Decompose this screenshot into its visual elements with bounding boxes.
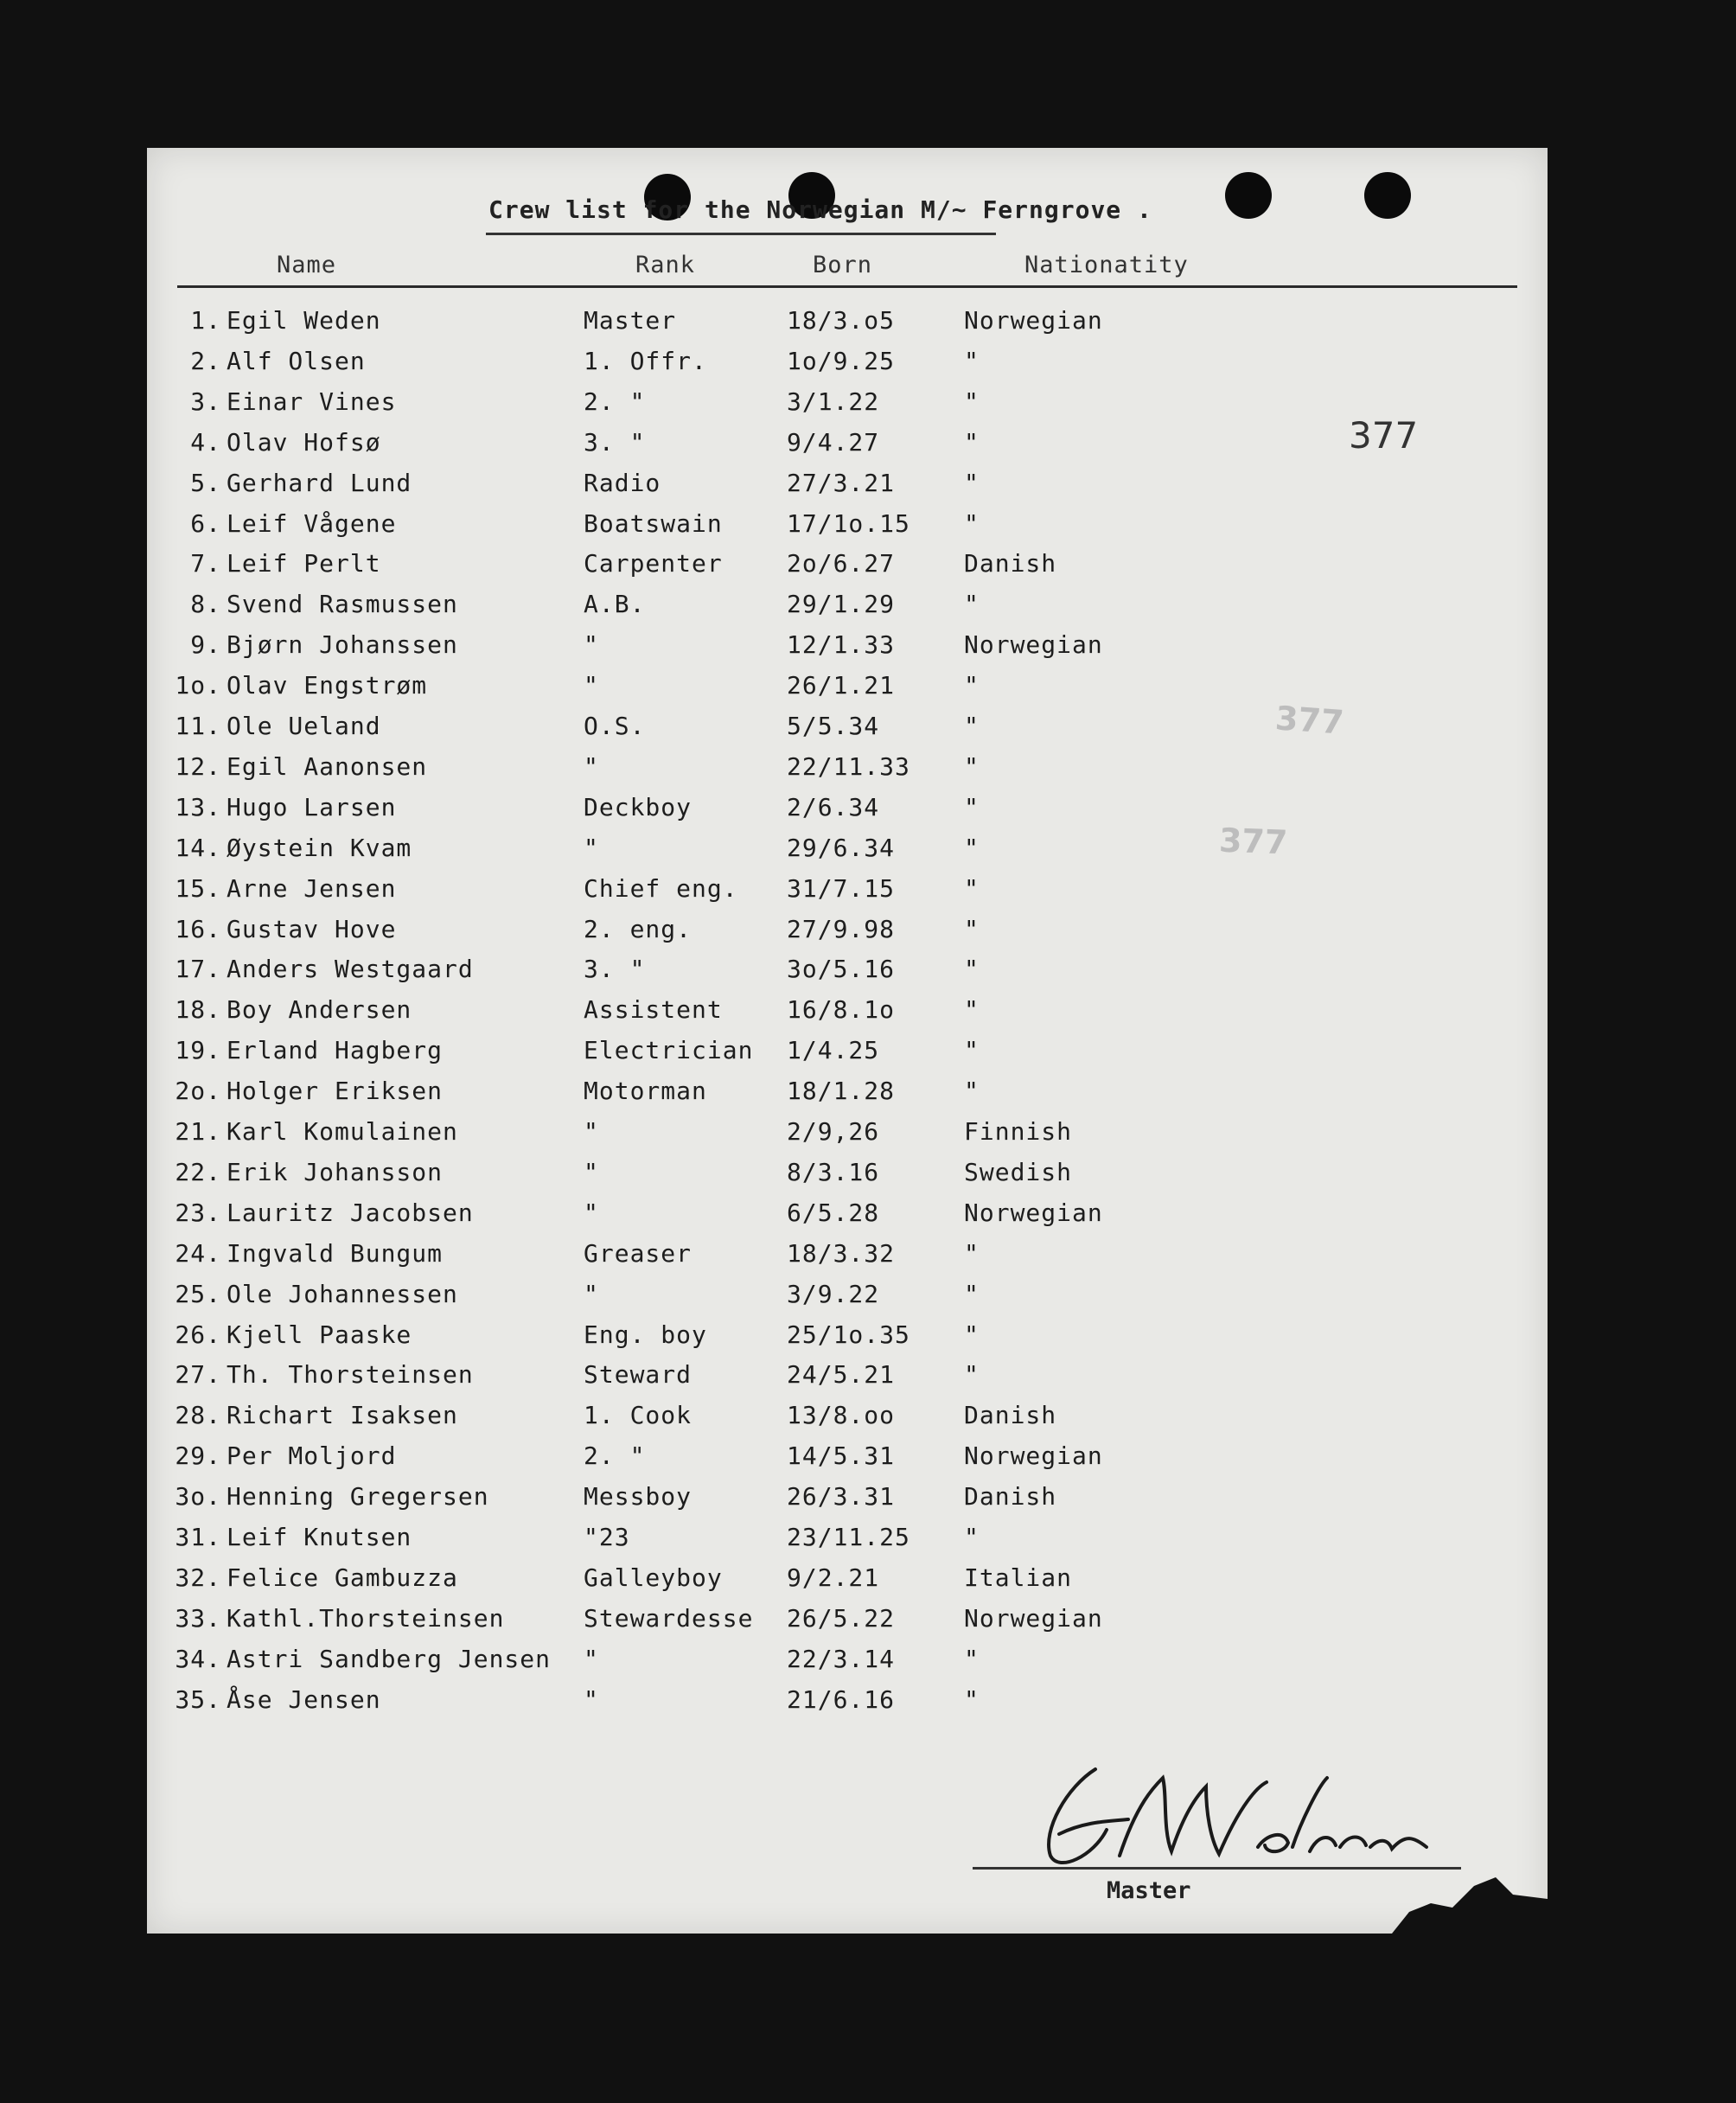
crew-number: 32.: [175, 1563, 221, 1592]
crew-born: 21/6.16: [787, 1684, 896, 1714]
crew-number: 34.: [175, 1644, 221, 1673]
crew-name: Egil Weden: [227, 306, 381, 335]
crew-nationality: ": [964, 590, 980, 619]
crew-rank: 1. Cook: [584, 1401, 692, 1430]
crew-rank: Stewardesse: [584, 1603, 754, 1633]
crew-nationality: Swedish: [964, 1157, 1073, 1186]
crew-name: Kathl.Thorsteinsen: [227, 1603, 505, 1633]
crew-number: 31.: [175, 1523, 221, 1551]
crew-nationality: Finnish: [964, 1117, 1073, 1146]
crew-number: 21.: [175, 1117, 221, 1146]
crew-name: Richart Isaksen: [227, 1401, 458, 1430]
crew-rank: Deckboy: [584, 792, 692, 821]
crew-name: Åse Jensen: [227, 1684, 381, 1714]
crew-nationality: ": [964, 346, 980, 375]
crew-born: 13/8.oo: [787, 1401, 896, 1430]
crew-rank: A.B.: [584, 590, 646, 619]
crew-number: 2.: [190, 346, 221, 375]
crew-born: 2o/6.27: [787, 549, 896, 578]
crew-born: 1o/9.25: [787, 346, 896, 375]
crew-rank: ": [584, 671, 599, 700]
crew-number: 16.: [175, 914, 221, 943]
crew-name: Astri Sandberg Jensen: [227, 1644, 552, 1673]
crew-number: 7.: [190, 549, 221, 578]
crew-born: 3/1.22: [787, 387, 880, 416]
crew-nationality: ": [964, 427, 980, 457]
crew-rank: Chief eng.: [584, 873, 738, 903]
crew-number: 26.: [175, 1320, 221, 1349]
crew-name: Arne Jensen: [227, 873, 397, 903]
crew-born: 26/3.31: [787, 1482, 896, 1512]
crew-nationality: ": [964, 1279, 980, 1308]
crew-rank: Messboy: [584, 1482, 692, 1512]
crew-number: 12.: [175, 751, 221, 781]
column-header-rank: Rank: [635, 252, 696, 278]
crew-born: 16/8.1o: [787, 995, 896, 1025]
crew-name: Øystein Kvam: [227, 833, 412, 862]
crew-nationality: Norwegian: [964, 630, 1103, 660]
crew-number: 3o.: [175, 1482, 221, 1512]
crew-name: Leif Vågene: [227, 508, 397, 538]
crew-rank: Boatswain: [584, 508, 723, 538]
crew-number: 24.: [175, 1238, 221, 1268]
crew-name: Felice Gambuzza: [227, 1563, 458, 1592]
column-header-nationality: Nationatity: [1024, 252, 1189, 278]
crew-number: 6.: [190, 508, 221, 538]
crew-name: Einar Vines: [227, 387, 397, 416]
crew-number: 17.: [175, 955, 221, 984]
crew-number: 11.: [175, 712, 221, 740]
crew-nationality: ": [964, 712, 980, 740]
crew-number: 19.: [175, 1036, 221, 1065]
crew-rank: ": [584, 630, 599, 660]
crew-born: 8/3.16: [787, 1157, 880, 1186]
crew-born: 18/3.32: [787, 1238, 896, 1268]
crew-born: 23/11.25: [787, 1523, 910, 1551]
crew-born: 6/5.28: [787, 1198, 880, 1227]
crew-rank: Motorman: [584, 1077, 707, 1106]
crew-born: 29/6.34: [787, 833, 896, 862]
crew-born: 31/7.15: [787, 873, 896, 903]
crew-name: Leif Perlt: [227, 549, 381, 578]
crew-nationality: ": [964, 751, 980, 781]
crew-name: Egil Aanonsen: [227, 751, 428, 781]
crew-rank: Radio: [584, 468, 661, 497]
crew-name: Gustav Hove: [227, 914, 397, 943]
punch-hole: [1225, 172, 1272, 219]
crew-born: 5/5.34: [787, 712, 880, 740]
crew-name: Boy Andersen: [227, 995, 412, 1025]
crew-born: 18/3.o5: [787, 306, 896, 335]
crew-name: Erland Hagberg: [227, 1036, 444, 1065]
crew-rank: 2. ": [584, 1441, 646, 1471]
crew-rank: 1. Offr.: [584, 346, 707, 375]
crew-name: Th. Thorsteinsen: [227, 1360, 474, 1390]
crew-born: 18/1.28: [787, 1077, 896, 1106]
crew-rank: 3. ": [584, 955, 646, 984]
crew-number: 28.: [175, 1401, 221, 1430]
column-header-born: Born: [813, 252, 873, 278]
crew-number: 1.: [190, 306, 221, 335]
crew-nationality: ": [964, 1320, 980, 1349]
crew-rank: Eng. boy: [584, 1320, 707, 1349]
crew-nationality: ": [964, 833, 980, 862]
crew-nationality: ": [964, 1523, 980, 1551]
crew-born: 22/11.33: [787, 751, 910, 781]
crew-nationality: Norwegian: [964, 1603, 1103, 1633]
crew-nationality: Italian: [964, 1563, 1073, 1592]
crew-number: 2o.: [175, 1077, 221, 1106]
crew-number: 35.: [175, 1684, 221, 1714]
crew-name: Svend Rasmussen: [227, 590, 458, 619]
crew-born: 29/1.29: [787, 590, 896, 619]
crew-nationality: ": [964, 1077, 980, 1106]
crew-nationality: ": [964, 1238, 980, 1268]
crew-nationality: Danish: [964, 1401, 1057, 1430]
crew-number: 4.: [190, 427, 221, 457]
crew-number: 22.: [175, 1157, 221, 1186]
crew-number: 18.: [175, 995, 221, 1025]
crew-name: Olav Hofsø: [227, 427, 381, 457]
crew-rank: Steward: [584, 1360, 692, 1390]
crew-number: 23.: [175, 1198, 221, 1227]
crew-born: 25/1o.35: [787, 1320, 910, 1349]
crew-name: Olav Engstrøm: [227, 671, 428, 700]
crew-name: Bjørn Johanssen: [227, 630, 458, 660]
crew-rank: O.S.: [584, 712, 646, 740]
crew-number: 1o.: [175, 671, 221, 700]
crew-rank: ": [584, 1644, 599, 1673]
crew-rank: ": [584, 1198, 599, 1227]
crew-rank: Galleyboy: [584, 1563, 723, 1592]
crew-rank: Electrician: [584, 1036, 754, 1065]
crew-name: Anders Westgaard: [227, 955, 474, 984]
crew-nationality: ": [964, 955, 980, 984]
crew-nationality: ": [964, 508, 980, 538]
crew-born: 2/6.34: [787, 792, 880, 821]
crew-rank: Master: [584, 306, 677, 335]
crew-rank: ": [584, 1117, 599, 1146]
crew-rank: 2. ": [584, 387, 646, 416]
crew-nationality: ": [964, 387, 980, 416]
crew-number: 8.: [190, 590, 221, 619]
crew-rank: 3. ": [584, 427, 646, 457]
crew-born: 3/9.22: [787, 1279, 880, 1308]
crew-rank: ": [584, 1157, 599, 1186]
crew-born: 9/2.21: [787, 1563, 880, 1592]
signature-label: Master: [1107, 1877, 1191, 1904]
crew-name: Alf Olsen: [227, 346, 366, 375]
crew-name: Lauritz Jacobsen: [227, 1198, 474, 1227]
title-underline: [486, 233, 996, 235]
crew-nationality: Norwegian: [964, 306, 1103, 335]
crew-nationality: ": [964, 468, 980, 497]
crew-born: 14/5.31: [787, 1441, 896, 1471]
crew-rank: Greaser: [584, 1238, 692, 1268]
crew-number: 25.: [175, 1279, 221, 1308]
crew-name: Holger Eriksen: [227, 1077, 444, 1106]
crew-born: 26/5.22: [787, 1603, 896, 1633]
crew-name: Karl Komulainen: [227, 1117, 458, 1146]
crew-born: 17/1o.15: [787, 508, 910, 538]
crew-number: 9.: [190, 630, 221, 660]
crew-rank: ": [584, 833, 599, 862]
crew-born: 27/3.21: [787, 468, 896, 497]
crew-rank: 2. eng.: [584, 914, 692, 943]
crew-rank: Carpenter: [584, 549, 723, 578]
crew-nationality: Danish: [964, 549, 1057, 578]
crew-nationality: ": [964, 873, 980, 903]
faint-stamp: 377: [1218, 821, 1289, 862]
crew-name: Erik Johansson: [227, 1157, 444, 1186]
crew-number: 15.: [175, 873, 221, 903]
crew-name: Ingvald Bungum: [227, 1238, 444, 1268]
crew-nationality: Norwegian: [964, 1441, 1103, 1471]
crew-number: 5.: [190, 468, 221, 497]
crew-number: 3.: [190, 387, 221, 416]
crew-born: 9/4.27: [787, 427, 880, 457]
crew-name: Hugo Larsen: [227, 792, 397, 821]
crew-nationality: ": [964, 671, 980, 700]
crew-number: 33.: [175, 1603, 221, 1633]
document-page: [147, 148, 1548, 1934]
crew-name: Per Moljord: [227, 1441, 397, 1471]
crew-nationality: Norwegian: [964, 1198, 1103, 1227]
crew-name: Leif Knutsen: [227, 1523, 412, 1551]
crew-name: Kjell Paaske: [227, 1320, 412, 1349]
crew-name: Gerhard Lund: [227, 468, 412, 497]
crew-nationality: ": [964, 1644, 980, 1673]
signature-line: [973, 1867, 1461, 1870]
crew-rank: ": [584, 751, 599, 781]
crew-number: 29.: [175, 1441, 221, 1471]
crew-born: 3o/5.16: [787, 955, 896, 984]
crew-born: 26/1.21: [787, 671, 896, 700]
crew-rank: ": [584, 1684, 599, 1714]
document-title: Crew list for the Norwegian M/~ Ferngrove .: [488, 195, 1152, 224]
crew-rank: ": [584, 1279, 599, 1308]
crew-nationality: ": [964, 1684, 980, 1714]
crew-name: Ole Johannessen: [227, 1279, 458, 1308]
crew-rank: "23: [584, 1523, 630, 1551]
crew-nationality: Danish: [964, 1482, 1057, 1512]
crew-number: 27.: [175, 1360, 221, 1390]
crew-number: 14.: [175, 833, 221, 862]
crew-born: 2/9,26: [787, 1117, 880, 1146]
crew-rank: Assistent: [584, 995, 723, 1025]
column-header-name: Name: [277, 252, 337, 278]
signature: [1033, 1752, 1483, 1882]
crew-born: 1/4.25: [787, 1036, 880, 1065]
crew-nationality: ": [964, 914, 980, 943]
crew-born: 27/9.98: [787, 914, 896, 943]
crew-nationality: ": [964, 1360, 980, 1390]
crew-nationality: ": [964, 792, 980, 821]
header-rule: [177, 285, 1517, 288]
crew-born: 12/1.33: [787, 630, 896, 660]
crew-born: 22/3.14: [787, 1644, 896, 1673]
crew-nationality: ": [964, 1036, 980, 1065]
crew-nationality: ": [964, 995, 980, 1025]
punch-hole: [1364, 172, 1411, 219]
crew-name: Ole Ueland: [227, 712, 381, 740]
margin-page-number: 377: [1349, 414, 1419, 457]
crew-name: Henning Gregersen: [227, 1482, 489, 1512]
torn-corner: [1392, 1877, 1548, 1934]
crew-number: 13.: [175, 792, 221, 821]
faint-stamp: 377: [1273, 699, 1345, 742]
crew-born: 24/5.21: [787, 1360, 896, 1390]
